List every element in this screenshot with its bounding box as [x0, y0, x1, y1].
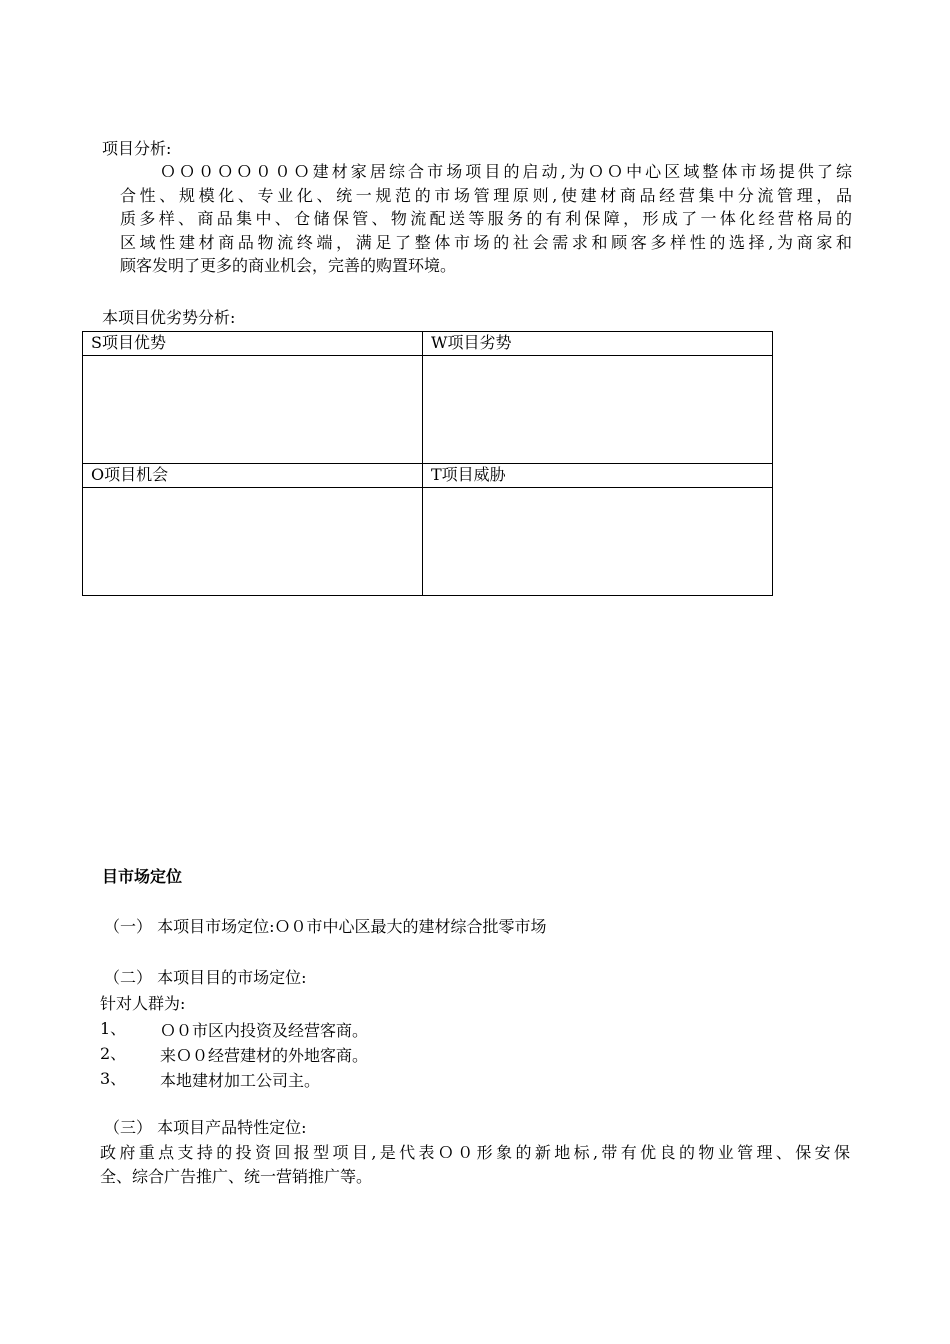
swot-weaknesses-header: W项目劣势: [423, 332, 773, 356]
positioning-item-2-heading: （二） 本项目目的市场定位:: [104, 968, 307, 987]
positioning-item-3-line: 全、综合广告推广、统一营销推广等。: [100, 1167, 373, 1186]
positioning-item-2-sub: 针对人群为:: [100, 994, 186, 1013]
analysis-paragraph: [120, 160, 852, 278]
swot-strengths-cell: [83, 356, 423, 464]
swot-opportunities-header: O项目机会: [83, 464, 423, 488]
analysis-heading: 项目分析:: [102, 139, 172, 158]
swot-opportunities-cell: [83, 488, 423, 596]
target-number: 3、: [100, 1069, 127, 1088]
paragraph-line: 合性、规模化、专业化、统一规范的市场管理原则,使建材商品经营集中分流管理，品: [120, 185, 852, 205]
positioning-title: 目市场定位: [102, 867, 183, 886]
paragraph-line: ＯＯ０ＯＯ００Ｏ建材家居综合市场项目的启动,为ＯＯ中心区域整体市场提供了综: [160, 162, 852, 181]
positioning-item-1: （一） 本项目市场定位:Ｏ０市中心区最大的建材综合批零市场: [104, 917, 547, 936]
swot-weaknesses-cell: [423, 356, 773, 464]
paragraph-line: 区域性建材商品物流终端，满足了整体市场的社会需求和顾客多样性的选择,为商家和: [120, 232, 852, 252]
swot-threats-header: T项目威胁: [423, 464, 773, 488]
swot-heading: 本项目优劣势分析:: [102, 308, 236, 327]
target-text: Ｏ０市区内投资及经营客商。: [160, 1021, 369, 1040]
target-number: 1、: [100, 1019, 127, 1038]
paragraph-line: 顾客发明了更多的商业机会，完善的购置环境。: [120, 256, 457, 275]
swot-strengths-header: S项目优势: [83, 332, 423, 356]
target-number: 2、: [100, 1044, 127, 1063]
target-text: 来Ｏ０经营建材的外地客商。: [160, 1046, 369, 1065]
target-text: 本地建材加工公司主。: [160, 1071, 321, 1090]
positioning-item-3-heading: （三） 本项目产品特性定位:: [104, 1118, 307, 1137]
swot-table: [82, 331, 773, 596]
paragraph-line: 质多样、商品集中、仓储保管、物流配送等服务的有利保障，形成了一体化经营格局的: [120, 209, 852, 228]
positioning-item-3-line: 政府重点支持的投资回报型项目,是代表Ｏ０形象的新地标,带有优良的物业管理、保安保: [100, 1143, 850, 1162]
swot-threats-cell: [423, 488, 773, 596]
